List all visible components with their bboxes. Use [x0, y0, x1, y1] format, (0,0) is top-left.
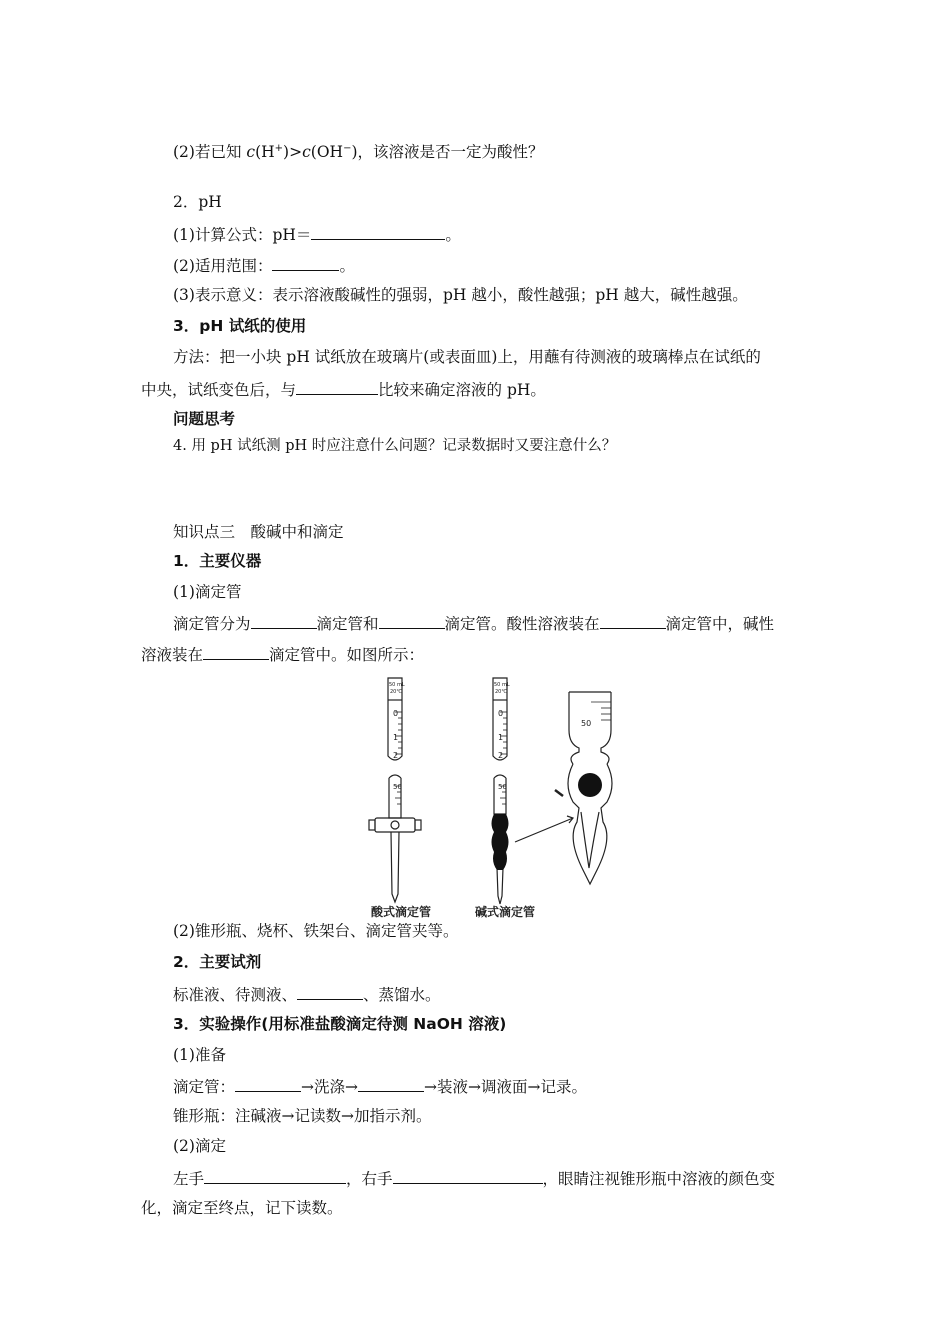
- prepare-heading: (1)准备: [173, 1046, 226, 1064]
- base-mark-2: 2: [498, 751, 504, 760]
- buret-line-1: 滴定管分为 滴定管和 滴定管。酸性溶液装在 滴定管中，碱性: [173, 612, 812, 634]
- blank-ph-range[interactable]: [272, 254, 339, 271]
- acid-mark-1: 1: [393, 733, 399, 742]
- acid-mark-2: 2: [393, 751, 399, 760]
- acid-mark-0: 0: [393, 709, 399, 718]
- buret-line-2: 溶液装在 滴定管中。如图所示：: [141, 643, 424, 665]
- question-acidity: (2)若已知 c(H+)>c(OH−)，该溶液是否一定为酸性？: [173, 142, 544, 161]
- base-mark-0: 0: [498, 709, 504, 718]
- buret-figure: [355, 672, 625, 924]
- blank-buret-type-2[interactable]: [379, 612, 445, 629]
- detail-arrow: [515, 818, 573, 842]
- titrate-line-2: 化，滴定至终点，记下读数。: [141, 1199, 343, 1217]
- blank-left-hand[interactable]: [204, 1167, 346, 1184]
- ph-paper-heading: 3．pH 试纸的使用: [173, 317, 307, 335]
- prepare-buret-line: 滴定管： →洗涤→ →装液→调液面→记录。: [173, 1075, 587, 1097]
- blank-right-hand[interactable]: [393, 1167, 543, 1184]
- ph-heading: 2．pH: [173, 193, 222, 211]
- glass-bead: [578, 773, 602, 797]
- blank-base-buret[interactable]: [203, 643, 269, 660]
- ph-range-line: (2)适用范围： 。: [173, 254, 355, 276]
- blank-buret-type-1[interactable]: [251, 612, 317, 629]
- blank-acid-buret[interactable]: [600, 612, 666, 629]
- operation-heading: 3．实验操作(用标准盐酸滴定待测 NaOH 溶液): [173, 1015, 507, 1033]
- blank-reagent[interactable]: [297, 983, 363, 1000]
- reagents-heading: 2．主要试剂: [173, 953, 262, 971]
- blank-compare[interactable]: [296, 378, 378, 395]
- base-mark-50: 50: [498, 783, 507, 791]
- rubber-tube: [492, 814, 509, 870]
- prepare-flask-line: 锥形瓶：注碱液→记读数→加指示剂。: [173, 1107, 432, 1125]
- ph-paper-method-1: 方法：把一小块 pH 试纸放在玻璃片(或表面皿)上，用蘸有待测液的玻璃棒点在试纸的: [173, 348, 761, 366]
- acid-stopcock: [375, 818, 415, 832]
- blank-prep-step-2[interactable]: [358, 1075, 424, 1092]
- base-capacity-label: 50 mL: [494, 682, 510, 688]
- reagents-line: 标准液、待测液、 、蒸馏水。: [173, 983, 441, 1005]
- buret-illustration: [355, 672, 625, 920]
- think-heading: 问题思考: [173, 410, 236, 428]
- question-4: 4. 用 pH 试纸测 pH 时应注意什么问题？记录数据时又要注意什么？: [173, 438, 617, 454]
- kp3-title: 知识点三 酸碱中和滴定: [173, 523, 344, 541]
- base-mark-1: 1: [498, 733, 504, 742]
- acid-temp-label: 20℃: [390, 689, 402, 695]
- base-buret-label: 碱式滴定管: [475, 905, 536, 919]
- blank-prep-step-1[interactable]: [235, 1075, 301, 1092]
- detail-pointer: [555, 790, 563, 796]
- ph-meaning: (3)表示意义：表示溶液酸碱性的强弱，pH 越小，酸性越强；pH 越大，碱性越强。: [173, 286, 748, 304]
- ph-formula-line: (1)计算公式：pH＝ 。: [173, 223, 461, 245]
- detail-mark-50: 50: [581, 719, 592, 728]
- acid-capacity-label: 50 mL: [389, 682, 405, 688]
- acid-buret-label: 酸式滴定管: [371, 905, 432, 919]
- base-temp-label: 20℃: [495, 689, 507, 695]
- other-instruments: (2)锥形瓶、烧杯、铁架台、滴定管夹等。: [173, 922, 459, 940]
- titrate-heading: (2)滴定: [173, 1137, 226, 1155]
- detail-tube: [569, 692, 579, 764]
- acid-mark-50: 50: [393, 783, 402, 791]
- titrate-line-1: 左手 ，右手 ，眼睛注视锥形瓶中溶液的颜色变: [173, 1167, 812, 1189]
- instruments-heading: 1．主要仪器: [173, 552, 262, 570]
- buret-heading: (1)滴定管: [173, 583, 242, 601]
- ph-paper-method-2: 中央，试纸变色后，与 比较来确定溶液的 pH。: [141, 378, 546, 400]
- blank-ph-formula[interactable]: [311, 223, 445, 240]
